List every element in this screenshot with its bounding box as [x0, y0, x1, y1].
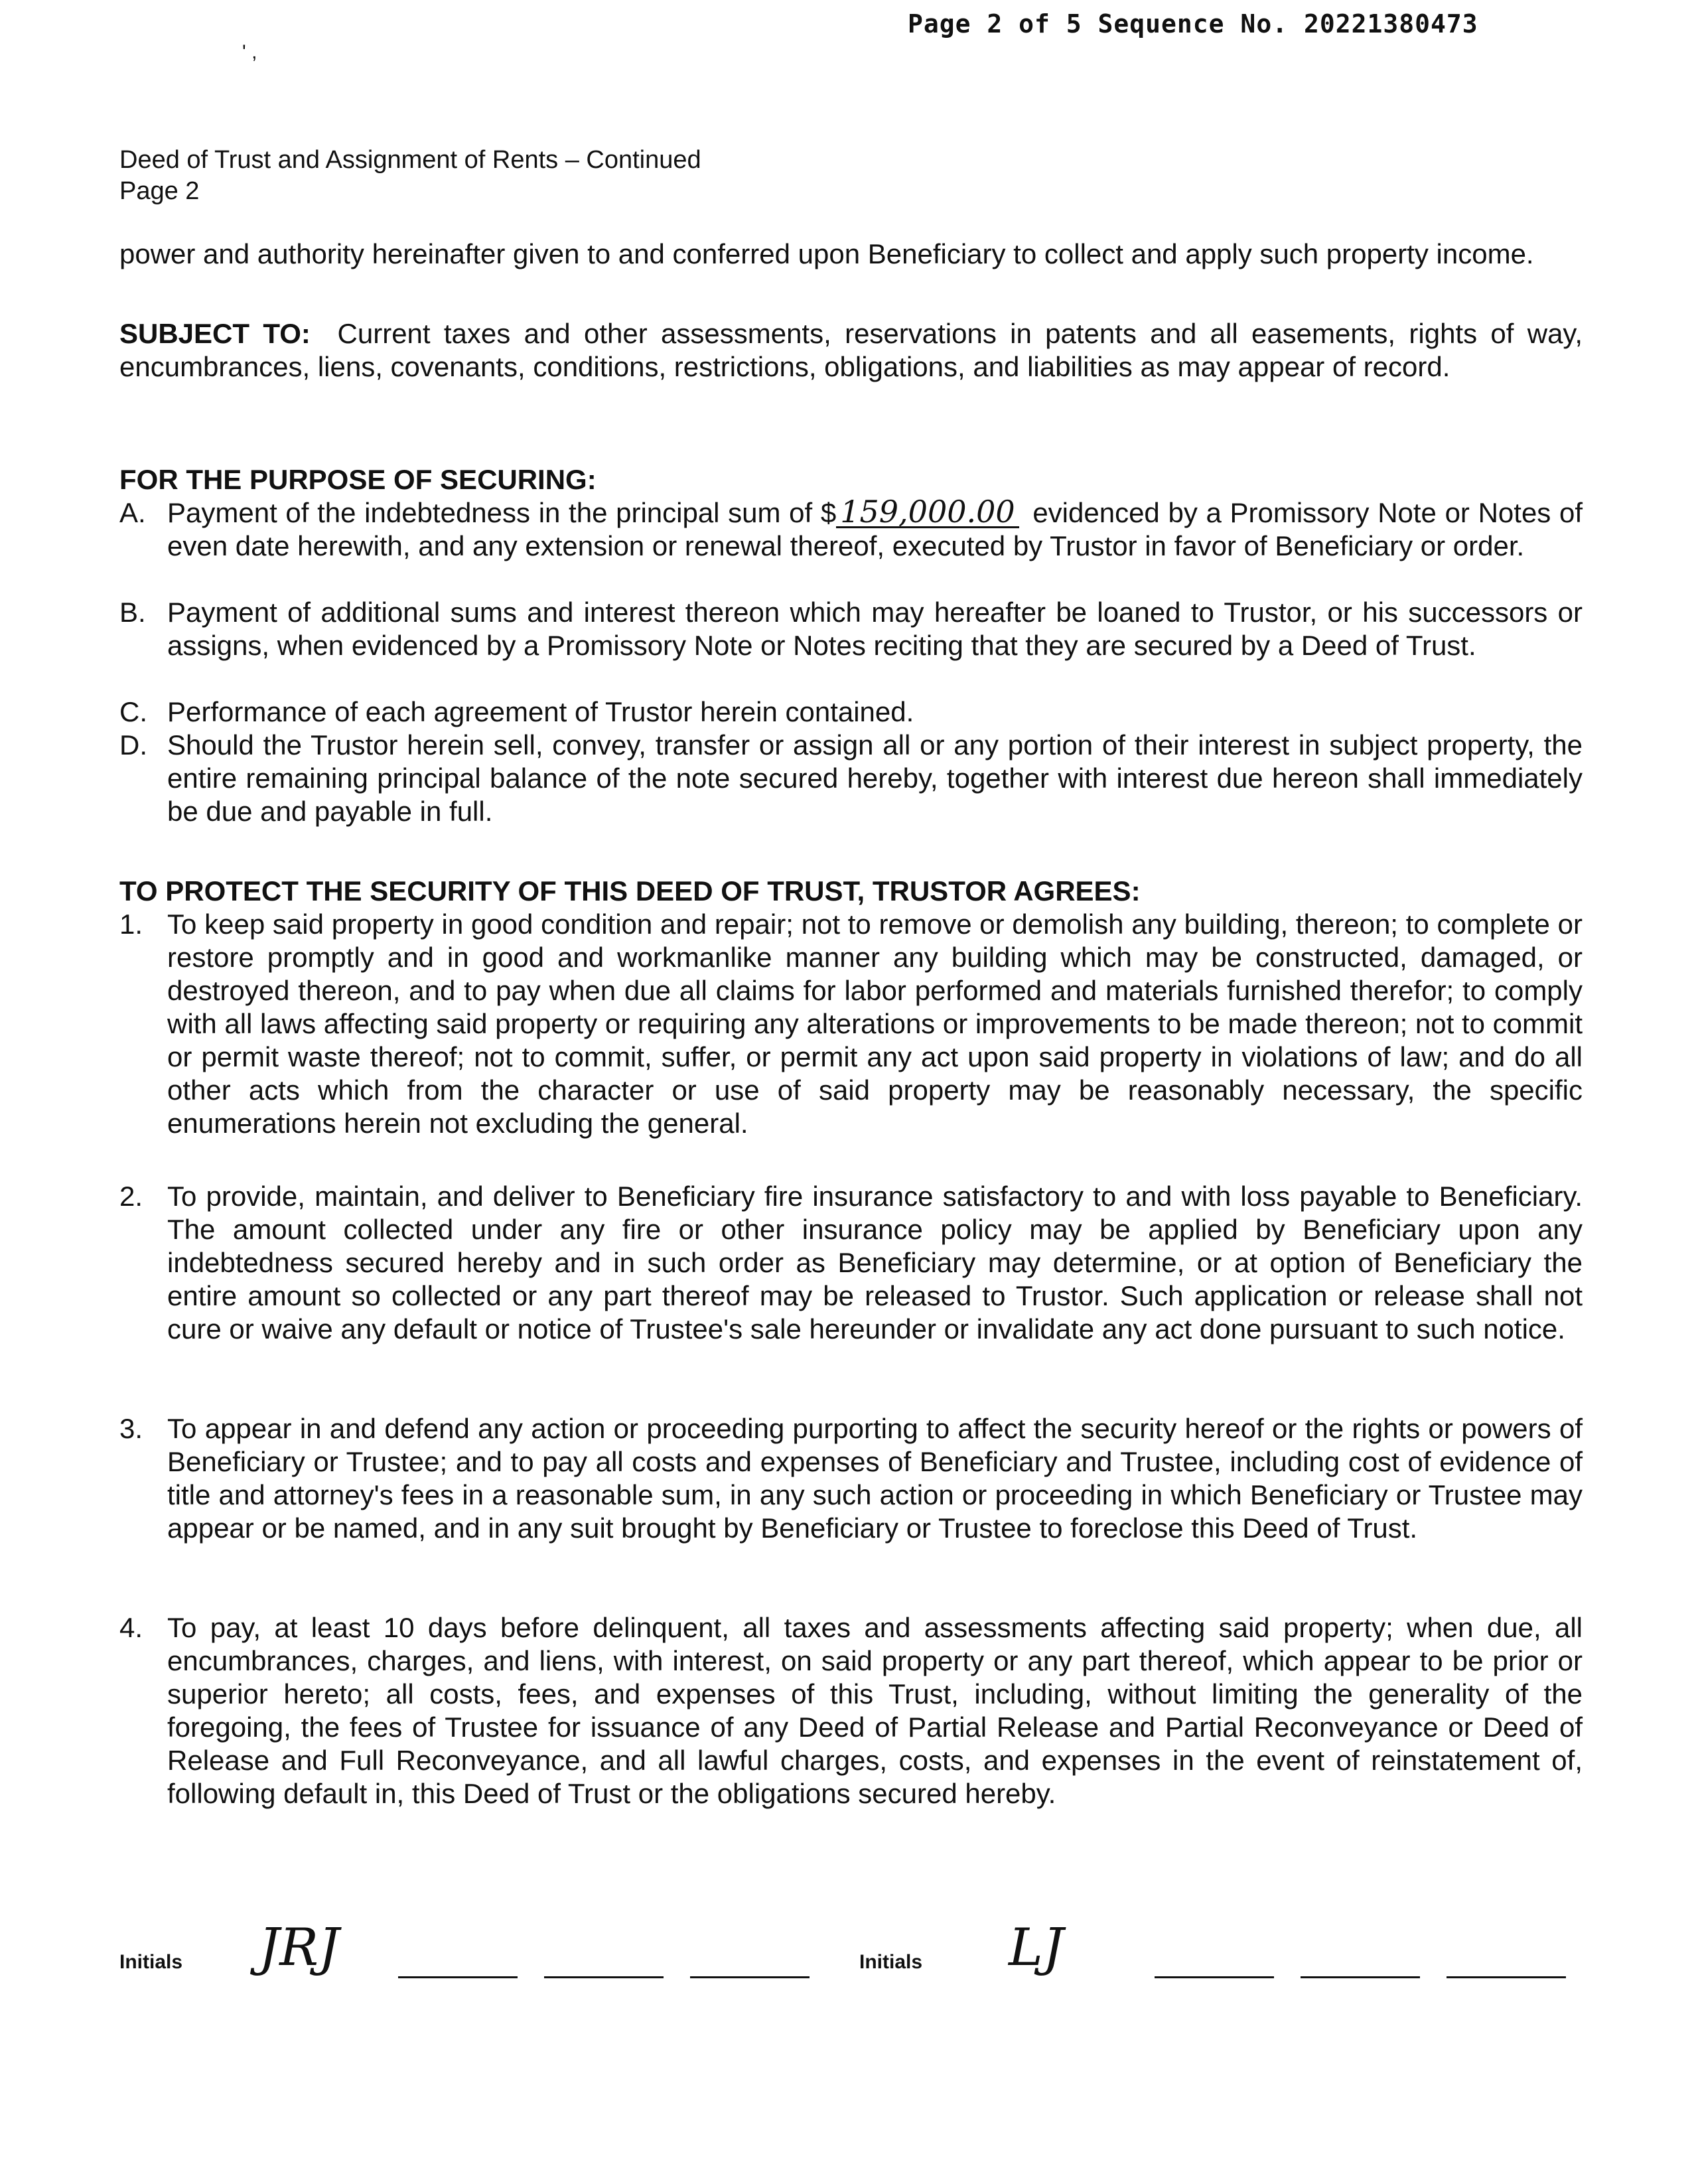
page-sequence-header: Page 2 of 5 Sequence No. 20221380473 — [908, 9, 1478, 38]
purpose-heading: FOR THE PURPOSE OF SECURING: — [119, 464, 597, 495]
list-marker: 4. — [119, 1612, 143, 1643]
list-item-text: Should the Trustor herein sell, convey, transfer or assign all or any portion of their interest in subject property, the entire remaining principal balance of the note secured hereby, together with interest due hereon shall immediately be due and payable in full. — [167, 729, 1583, 827]
scan-specks: ' , — [242, 41, 257, 63]
purpose-item-a-before: Payment of the indebtedness in the principal sum of $ — [167, 497, 837, 528]
signature-initials-left: JRJ — [259, 1918, 340, 1978]
document-title-block — [119, 145, 701, 207]
purpose-item-b — [119, 596, 1583, 662]
list-marker: 1. — [119, 909, 143, 940]
initials-blank-line — [544, 1976, 664, 1978]
document-title: Deed of Trust and Assignment of Rents – Continued — [119, 146, 701, 174]
purpose-item-d — [119, 729, 1583, 828]
list-item-text: To keep said property in good condition and repair; not to remove or demolish any building, thereon; to complete or restore promptly and in good and workmanlike manner any building which may be constructed, damaged, or destroyed thereon, and to pay when due all claims for labor performed and materials furnished therefor; to comply with all laws affecting said property or requiring any alterations or improvements to be made thereon; not to commit or permit waste thereof; not to commit, suffer, or permit any act upon said property in violations of law; and do all other acts which from the character or use of said property may be reasonably necessary, the specific enumerations herein not excluding the general. — [167, 909, 1583, 1139]
subject-to-paragraph — [119, 317, 1583, 384]
list-item-text: To appear in and defend any action or proceeding purporting to affect the security hereof or the rights or powers of Beneficiary or Trustee; and to pay all costs and expenses of Beneficiary and Trustee, including cost of evidence of title and attorney's fees in a reasonable sum, in any such action or proceeding in which Beneficiary or Trustee may appear or be named, and in any suit brought by Beneficiary or Trustee to foreclose this Deed of Trust. — [167, 1413, 1583, 1544]
page-label: Page 2 — [119, 177, 200, 205]
subject-to-label: SUBJECT TO: — [119, 318, 311, 349]
initials-row — [119, 1918, 1583, 1998]
list-marker: D. — [119, 729, 147, 761]
initials-blank-line — [1155, 1976, 1274, 1978]
subject-to-text: Current taxes and other assessments, reservations in patents and all easements, rights of way, encumbrances, liens, covenants, conditions, restrictions, obligations, and liabilities as may appear of record. — [119, 318, 1583, 382]
protect-item-1 — [119, 908, 1583, 1140]
list-marker: A. — [119, 497, 146, 528]
list-marker: 2. — [119, 1181, 143, 1212]
list-item-text: To provide, maintain, and deliver to Beneficiary fire insurance satisfactory to and with loss payable to Beneficiary. The amount collected under any fire or other insurance policy may be applied by Beneficiary upon any indebtedness secured hereby and in such order as Beneficiary may determine, or at option of Beneficiary the entire amount so collected or any part thereof may be released to Trustor. Such application or release shall not cure or waive any default or notice of Trustee's sale hereunder or invalidate any act done pursuant to such notice. — [167, 1181, 1583, 1345]
initials-blank-line — [690, 1976, 810, 1978]
list-marker: 3. — [119, 1413, 143, 1444]
initials-blank-line — [1301, 1976, 1420, 1978]
list-item-text: To pay, at least 10 days before delinquent, all taxes and assessments affecting said property; when due, all encumbrances, charges, and liens, with interest, on said property or any part thereof, which appear to be prior or superior hereto; all costs, fees, and expenses of this Trust, including, without limiting the generality of the foregoing, the fees of Trustee for issuance of any Deed of Partial Release and Partial Reconveyance or Deed of Release and Full Reconveyance, and all lawful charges, costs, and expenses in the event of reinstatement of, following default in, this Deed of Trust or the obligations secured hereby. — [167, 1612, 1583, 1809]
list-marker: C. — [119, 696, 147, 727]
list-marker: B. — [119, 597, 146, 628]
protect-heading: TO PROTECT THE SECURITY OF THIS DEED OF TRUST, TRUSTOR AGREES: — [119, 875, 1141, 907]
protect-item-3 — [119, 1412, 1583, 1545]
initials-label-left: Initials — [119, 1951, 183, 1973]
initials-label-right: Initials — [859, 1951, 923, 1973]
protect-item-2 — [119, 1180, 1583, 1346]
signature-initials-right: LJ — [1009, 1918, 1064, 1978]
list-item-text — [167, 496, 1583, 563]
initials-blank-line — [398, 1976, 518, 1978]
continuation-paragraph: power and authority hereinafter given to and conferred upon Beneficiary to collect and apply such property income. — [119, 238, 1534, 269]
handwritten-principal-amount: 159,000.00 — [836, 497, 1019, 528]
purpose-item-a — [119, 496, 1583, 563]
list-item-text: Payment of additional sums and interest thereon which may hereafter be loaned to Trustor, or his successors or assigns, when evidenced by a Promissory Note or Notes reciting that they are secured by a Deed of Trust. — [167, 597, 1583, 661]
initials-blank-line — [1447, 1976, 1566, 1978]
purpose-item-c — [119, 695, 1583, 729]
purpose-item-a-after: evidenced by a Promissory Note or Notes of even date herewith, and any extension or renewal thereof, executed by Trustor in favor of Beneficiary or order. — [167, 497, 1583, 561]
list-item-text: Performance of each agreement of Trustor herein contained. — [167, 696, 914, 727]
protect-item-4 — [119, 1611, 1583, 1810]
